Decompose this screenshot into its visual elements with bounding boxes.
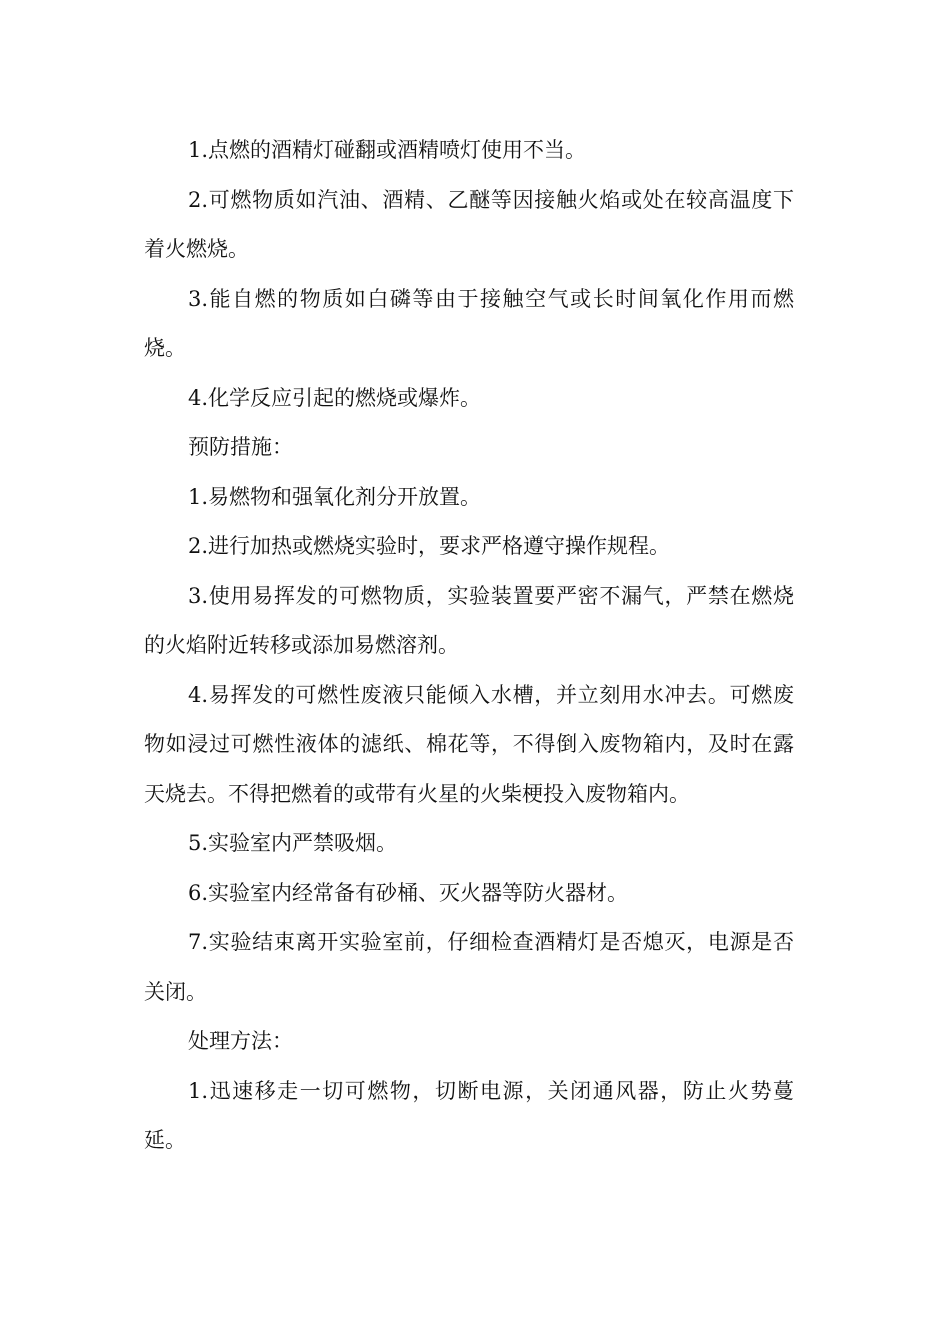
document-body [144, 126, 794, 1166]
cause-item-1: 1.点燃的酒精灯碰翻或酒精喷灯使用不当。 [188, 138, 587, 162]
section-heading-handling: 处理方法： [188, 1029, 293, 1053]
prevention-item-7: 7.实验结束离开实验室前，仔细检查酒精灯是否熄灭，电源是否关闭。 [144, 930, 794, 1004]
section-heading-prevention: 预防措施： [188, 435, 293, 459]
prevention-item-4: 4.易挥发的可燃性废液只能倾入水槽，并立刻用水冲去。可燃废物如浸过可燃性液体的滤纸、棉花等，不得倒入废物箱内，及时在露天烧去。不得把燃着的或带有火星的火柴梗投入废物箱内。 [144, 682, 794, 806]
prevention-item-3: 3.使用易挥发的可燃物质，实验装置要严密不漏气，严禁在燃烧的火焰附近转移或添加易燃溶剂。 [144, 583, 794, 657]
cause-item-3: 3.能自燃的物质如白磷等由于接触空气或长时间氧化作用而燃烧。 [144, 286, 794, 360]
prevention-item-5: 5.实验室内严禁吸烟。 [188, 831, 398, 855]
prevention-item-2: 2.进行加热或燃烧实验时，要求严格遵守操作规程。 [188, 534, 671, 558]
prevention-item-6: 6.实验室内经常备有砂桶、灭火器等防火器材。 [188, 880, 629, 905]
cause-item-2: 2.可燃物质如汽油、酒精、乙醚等因接触火焰或处在较高温度下着火燃烧。 [144, 187, 794, 261]
prevention-item-1: 1.易燃物和强氧化剂分开放置。 [188, 484, 482, 509]
handling-item-1: 1.迅速移走一切可燃物，切断电源，关闭通风器，防止火势蔓延。 [144, 1078, 794, 1152]
cause-item-4: 4.化学反应引起的燃烧或爆炸。 [188, 385, 482, 410]
